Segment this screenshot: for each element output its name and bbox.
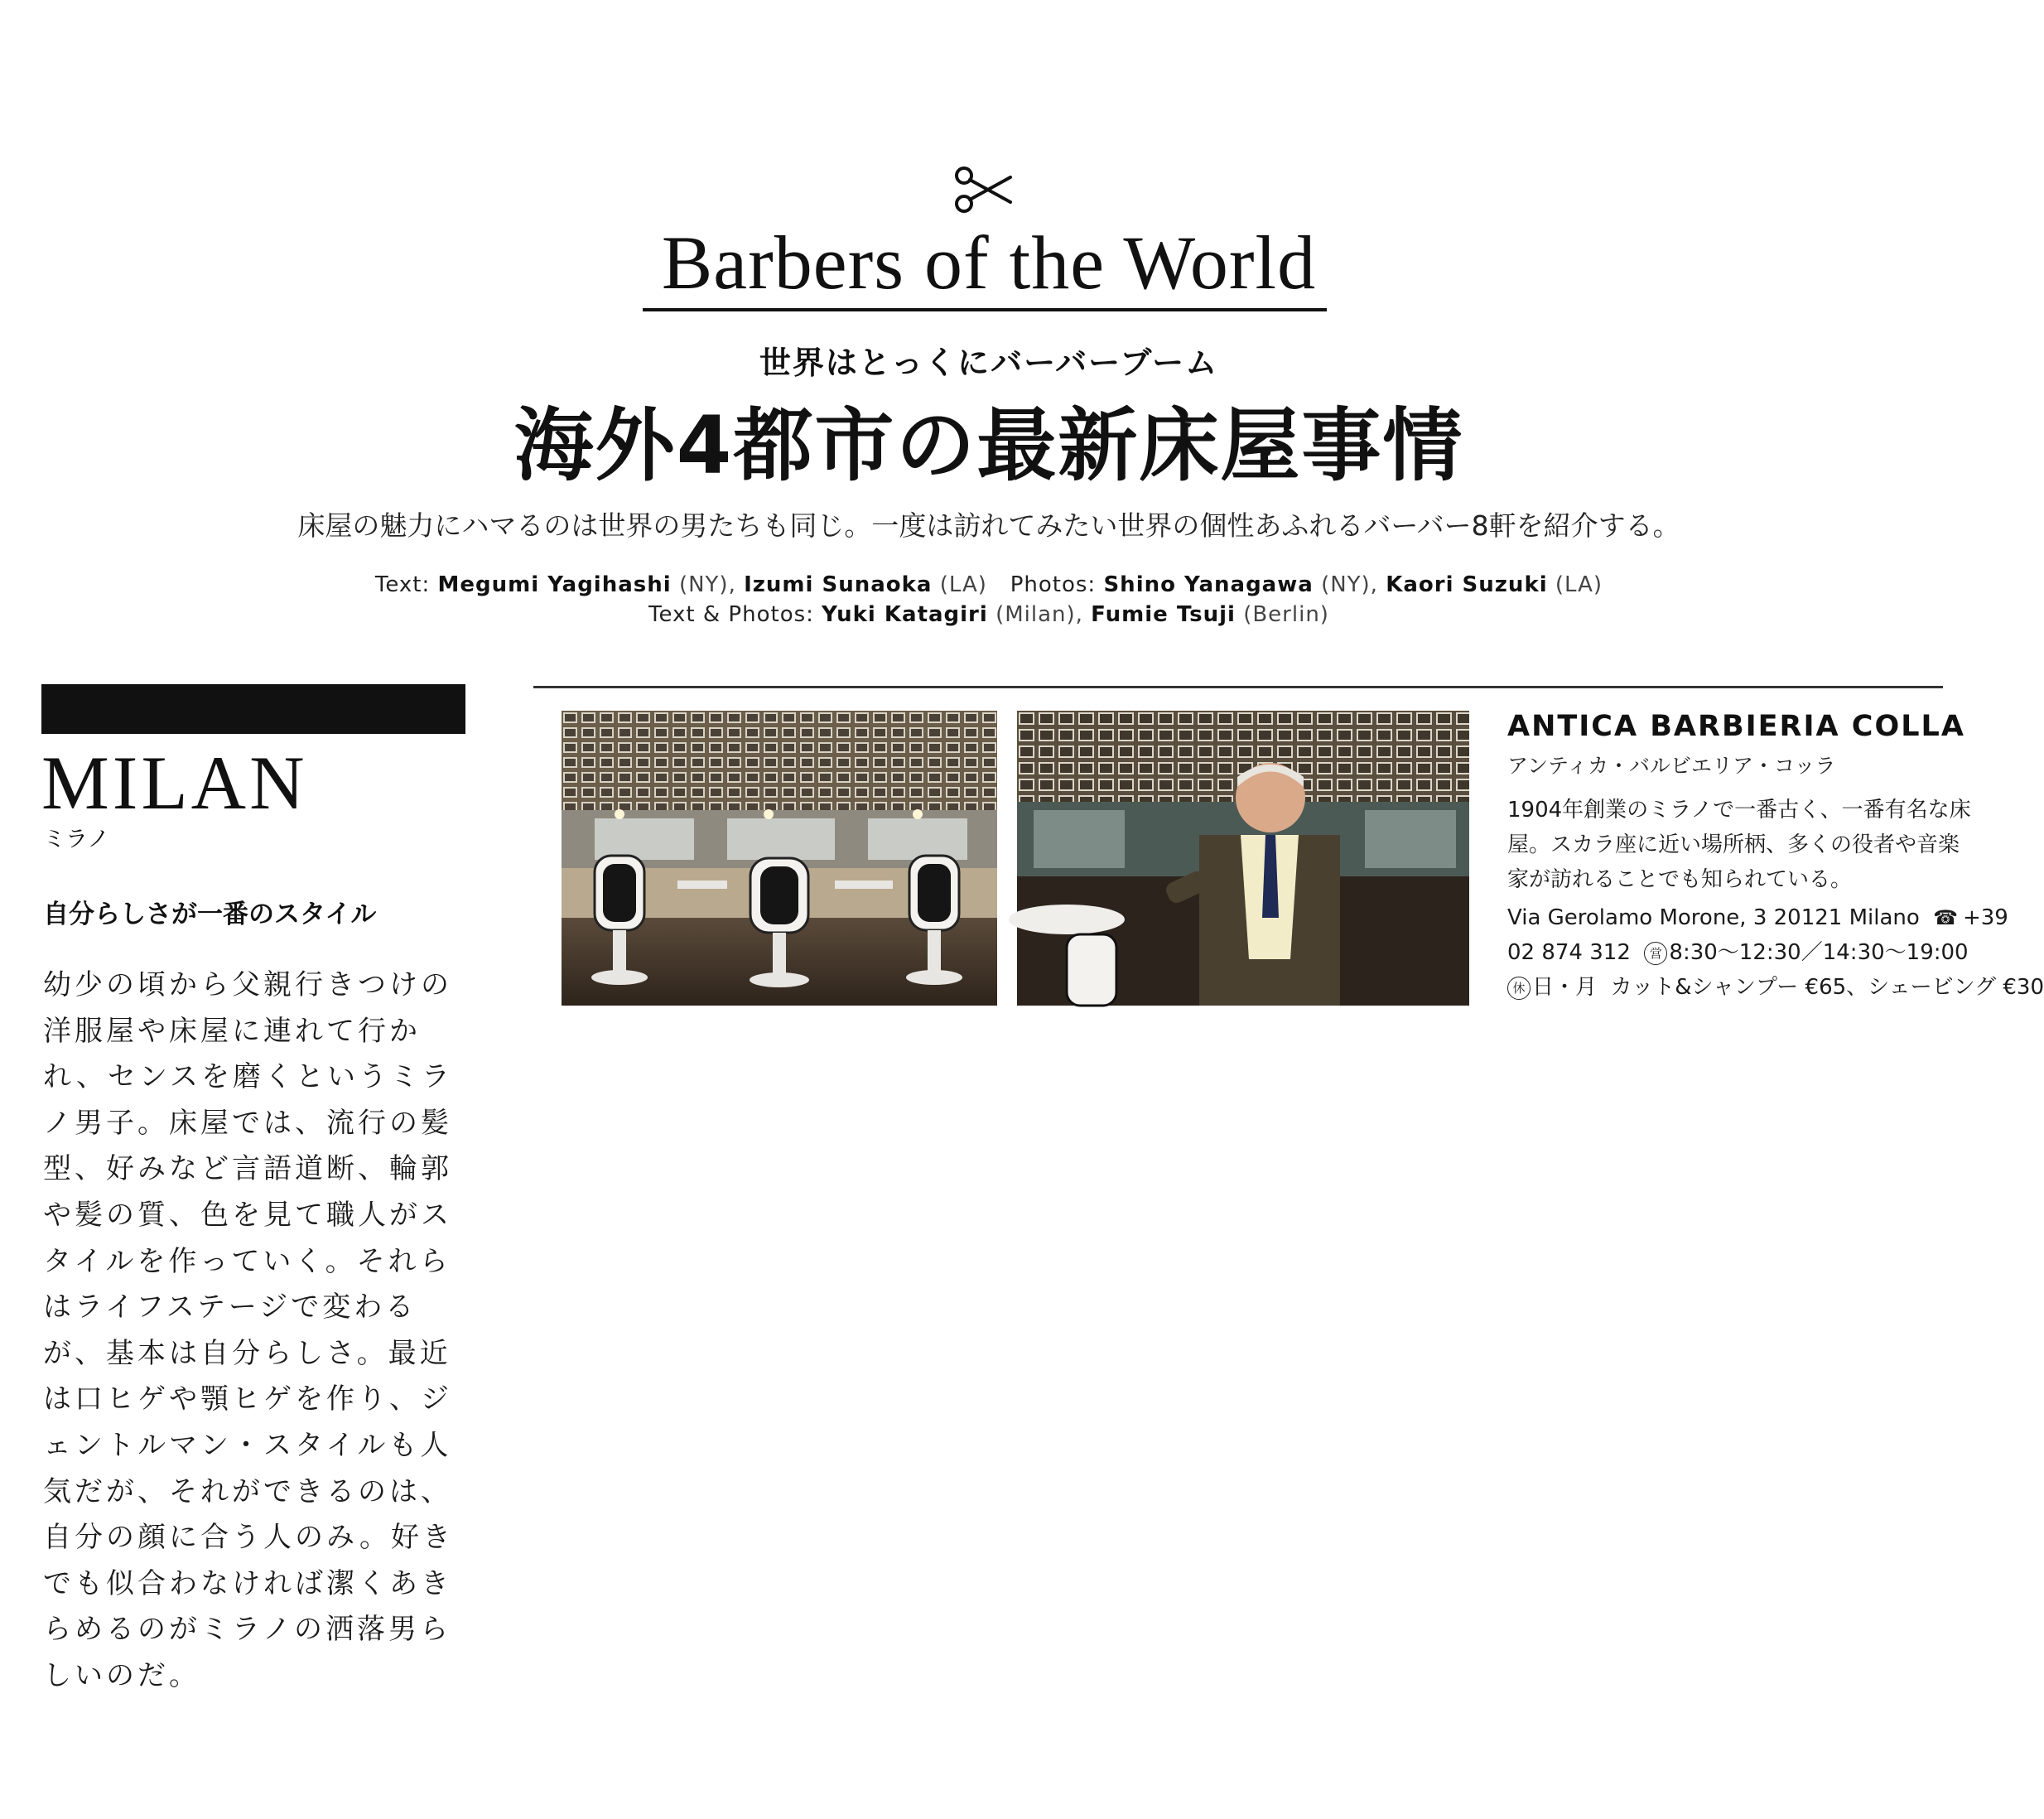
phone-number: 02 874 312 [1507,940,1631,965]
photographer-name: Kaori Suzuki [1386,572,1548,597]
credits-line-2 [0,600,1978,630]
section-divider [533,686,1943,688]
shop-description: 家が訪れることでも知られている。 [1507,867,1853,892]
city-tagline: 自分らしさが一番のスタイル [43,900,377,929]
photo-credit-label: Photos: [1010,572,1097,597]
shop-name: ANTICA BARBIERIA COLLA [1507,710,1965,743]
city-essay: 幼少の頃から父親行きつけの洋服屋や床屋に連れて行かれ、センスを磨くというミラノ男子。床屋では、流行の髪型、好みなど言語道断、輪郭や髪の質、色を見て職人がスタイルを作っていく。それらはライフステージで変わるが、基本は自分らしさ。最近は口ヒゲや顎ヒゲを作り、ジェントルマン・スタイルも人気だが、それができるのは、自分の顔に合う人のみ。好きでも似合わなければ潔くあきらめるのがミラノの洒落男らしいのだ。 [43,968,455,1692]
photographer-city: (LA) [1555,572,1603,597]
lede: 床屋の魅力にハマるのは世界の男たちも同じ。一度は訪れてみたい世界の個性あふれるバーバー8軒を紹介する。 [297,509,1680,542]
writer-city: (Milan), [995,602,1083,627]
text-credit-label: Text: [374,572,431,597]
shop-description: 1904年創業のミラノで一番古く、一番有名な床 [1507,798,1971,823]
headline: 海外4都市の最新床屋事情 [513,399,1464,492]
shop-hours-line [1507,936,1969,969]
shop-description: 屋。スカラ座に近い場所柄、多くの役者や音楽 [1507,832,1960,857]
city-name: MILAN [41,741,308,825]
barbershop-interior-photo [562,711,997,1006]
shop-prices: カット&シャンプー €65、シェービング €30 [1610,975,2044,1000]
hours-mark: 営 [1644,942,1667,965]
phone-number-prefix: +39 [1962,905,2008,930]
shop-address-line [1507,901,2008,934]
closed-mark: 休 [1507,977,1531,1000]
kicker: 世界はとっくにバーバーブーム [759,345,1219,381]
writer-name: Yuki Katagiri [822,602,988,627]
shop-hours: 8:30〜12:30／14:30〜19:00 [1669,940,1969,965]
scissors-icon [952,164,1012,215]
writer-name: Fumie Tsuji [1091,602,1236,627]
city-color-bar [41,684,465,734]
photographer-name: Shino Yanagawa [1103,572,1314,597]
city-name-kana: ミラノ [43,827,110,852]
writer-city: (Berlin) [1243,602,1329,627]
section-title: Barbers of the World [661,220,1317,305]
credits-line-1 [0,570,1978,600]
barber-portrait-photo [1017,711,1469,1006]
writer-name: Megumi Yagihashi [437,572,672,597]
writer-city: (NY), [678,572,736,597]
writer-name: Izumi Sunaoka [744,572,933,597]
shop-address: Via Gerolamo Morone, 3 20121 Milano [1507,905,1920,930]
title-underline [643,308,1327,311]
writer-city: (LA) [939,572,987,597]
photographer-city: (NY), [1321,572,1378,597]
shop-name-kana: アンティカ・バルビエリア・コッラ [1507,754,1836,778]
text-photos-credit-label: Text & Photos: [648,602,814,627]
closed-days: 日・月 [1532,975,1598,1000]
shop-closed-line [1507,971,2044,1004]
phone-icon: ☎ [1933,906,1958,929]
